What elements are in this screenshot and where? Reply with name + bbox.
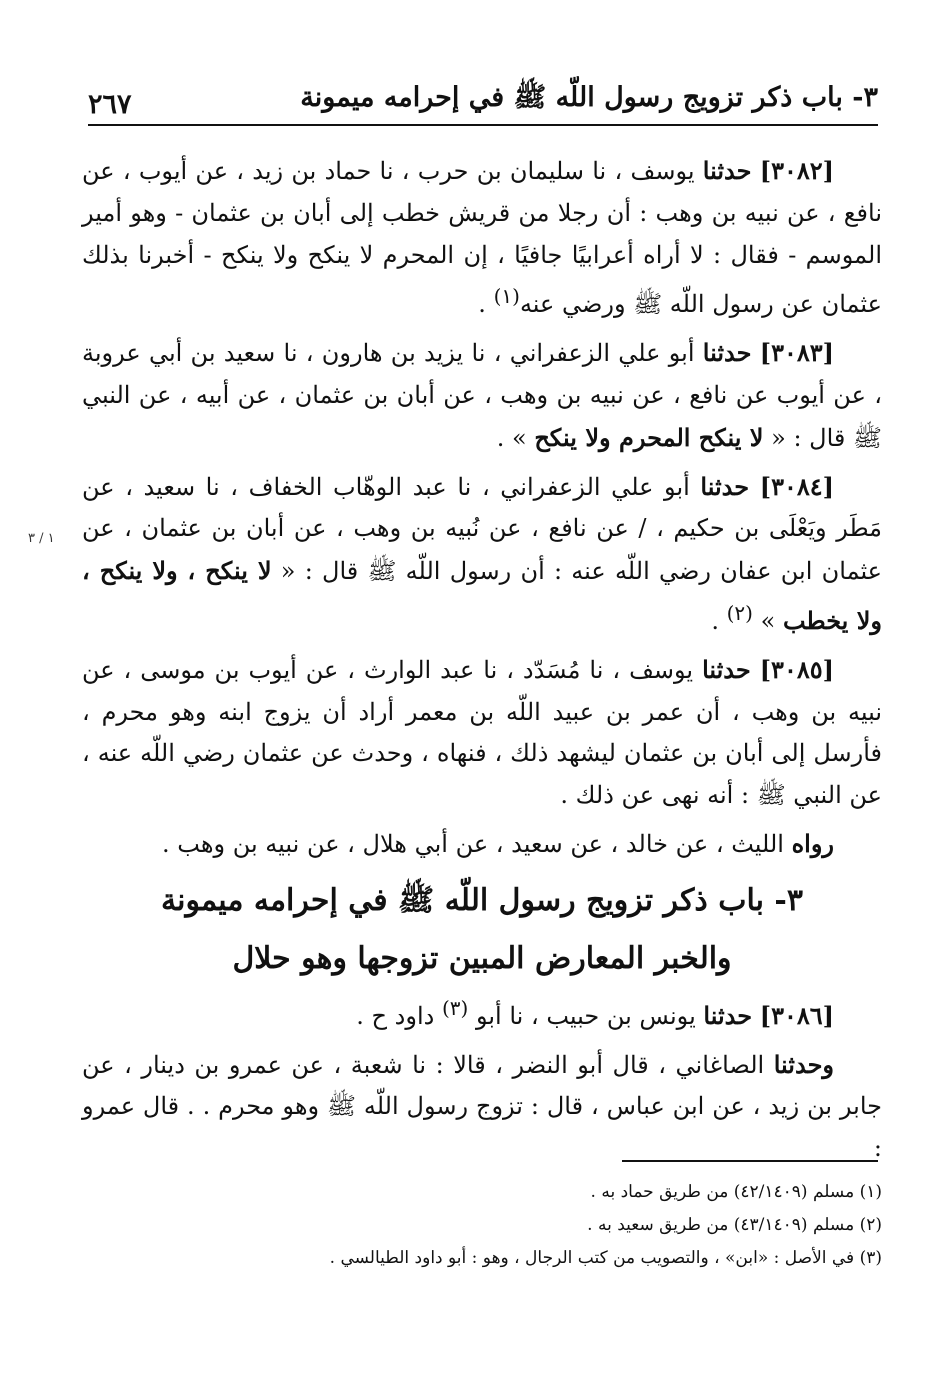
hadith-lead: حدثنا [702, 156, 752, 185]
hadith-3082 [82, 150, 882, 326]
prophetic-quote: لا ينكح المحرم ولا ينكح [534, 422, 764, 452]
hadith-text-b: داود ح . [356, 1001, 442, 1030]
main-text [82, 150, 882, 1176]
continuation-lead: وحدثنا [773, 1049, 834, 1079]
hadith-number: [٣٠٨٥] [759, 654, 834, 684]
hadith-text: يوسف ، نا سليمان بن حرب ، نا حماد بن زيد ، عن أيوب ، عن نافع ، عن نبيه بن وهب : أن رجلا من قريش خطب إلى أبان بن عثمان - وهو أمير الموسم - فقال : لا أراه أعرابيًا جافيًا ، إن المحرم لا ينكح ولا ينكح - أخبرنا بذلك عثمان عن رسول اللّه ﷺ ورضي عنه [82, 157, 882, 319]
page-number: ٢٦٧ [88, 89, 132, 120]
continuation-text: الصاغاني ، قال أبو النضر ، قالا : نا شعبة ، عن عمرو بن دينار ، عن جابر بن زيد ، عن ابن عباس ، قال : تزوج رسول اللّه ﷺ وهو محرم . . قال عمرو : [82, 1050, 882, 1163]
hadith-tail: . [478, 290, 494, 319]
hadith-number: [٣٠٨٤] [759, 471, 834, 501]
running-header [88, 76, 878, 126]
hadith-end: . [711, 606, 727, 635]
footnote-separator [622, 1160, 878, 1162]
riwaya-line [82, 823, 882, 866]
chapter-heading [82, 872, 882, 988]
hadith-text: أبو علي الزعفراني ، نا عبد الوهّاب الخفاف ، نا سعيد ، عن مَطَر ويَعْلَى بن حكيم ، / عن نافع ، عن نُبيه بن وهب ، عن أبان بن عثمان ، عن عثمان ابن عفان رضي اللّه عنه : أن رسول اللّه ﷺ قال : « [82, 472, 883, 586]
running-title: ٣- باب ذكر تزويج رسول اللّه ﷺ في إحرامه ميمونة [300, 82, 878, 113]
hadith-lead: حدثنا [702, 654, 751, 684]
footnote-ref: (٣) [441, 995, 469, 1020]
riwaya-text: الليث ، عن خالد ، عن سعيد ، عن أبي هلال ، عن نبيه بن وهب . [162, 829, 784, 858]
hadith-lead: حدثنا [700, 471, 750, 501]
hadith-3085 [82, 649, 882, 817]
footnotes [82, 1176, 882, 1275]
hadith-3083 [82, 332, 882, 459]
hadith-number: [٣٠٨٣] [759, 338, 834, 368]
footnote-2: (٢) مسلم (٤٣/١٤٠٩) من طريق سعيد به . [587, 1215, 882, 1235]
prophetic-quote: لا ينكح ، ولا ينكح ، ولا يخطب [82, 556, 882, 635]
hadith-text-a: يونس بن حبيب ، نا أبو [468, 1001, 696, 1030]
hadith-number: [٣٠٨٦] [759, 1000, 834, 1030]
manuscript-folio-note: ١ / ٣ [28, 531, 55, 546]
footnote-ref: (٢) [726, 600, 753, 625]
footnote-3: (٣) في الأصل : «ابن» ، والتصويب من كتب الرجال ، وهو : أبو داود الطيالسي . [329, 1248, 882, 1268]
footnote-ref: (١) [493, 284, 520, 309]
chapter-heading-line-2: والخبر المعارض المبين تزوجها وهو حلال [232, 940, 732, 976]
hadith-text: يوسف ، نا مُسَدّد ، نا عبد الوارث ، عن أيوب بن موسى ، عن نبيه بن وهب ، أن عمر بن عبيد اللّه بن معمر أراد أن يزوج ابنه وهو محرم ، فأرسل إلى أبان بن عثمان ليشهد ذلك ، فنهاه ، وحدث عن عثمان رضي اللّه عنه ، عن النبي ﷺ : أنه نهى عن ذلك . [82, 655, 882, 810]
hadith-text: أبو علي الزعفراني ، نا يزيد بن هارون ، نا سعيد بن أبي عروبة ، عن أيوب عن نافع ، عن نبيه بن وهب ، عن أبان بن عثمان ، عن أبيه ، عن النبي ﷺ قال : « [82, 339, 882, 452]
hadith-lead: حدثنا [702, 338, 752, 368]
hadith-tail: » [752, 606, 783, 635]
hadith-3086 [82, 988, 882, 1038]
riwaya-lead: رواه [791, 828, 834, 858]
hadith-lead: حدثنا [703, 1000, 753, 1030]
hadith-number: [٣٠٨٢] [759, 156, 834, 185]
hadith-tail: » . [496, 423, 535, 452]
chapter-heading-line-1: ٣- باب ذكر تزويج رسول اللّه ﷺ في إحرامه ميمونة [161, 882, 803, 918]
footnote-1: (١) مسلم (٤٢/١٤٠٩) من طريق حماد به . [590, 1182, 882, 1202]
hadith-3084 [82, 466, 882, 643]
continuation-paragraph [82, 1044, 882, 1170]
